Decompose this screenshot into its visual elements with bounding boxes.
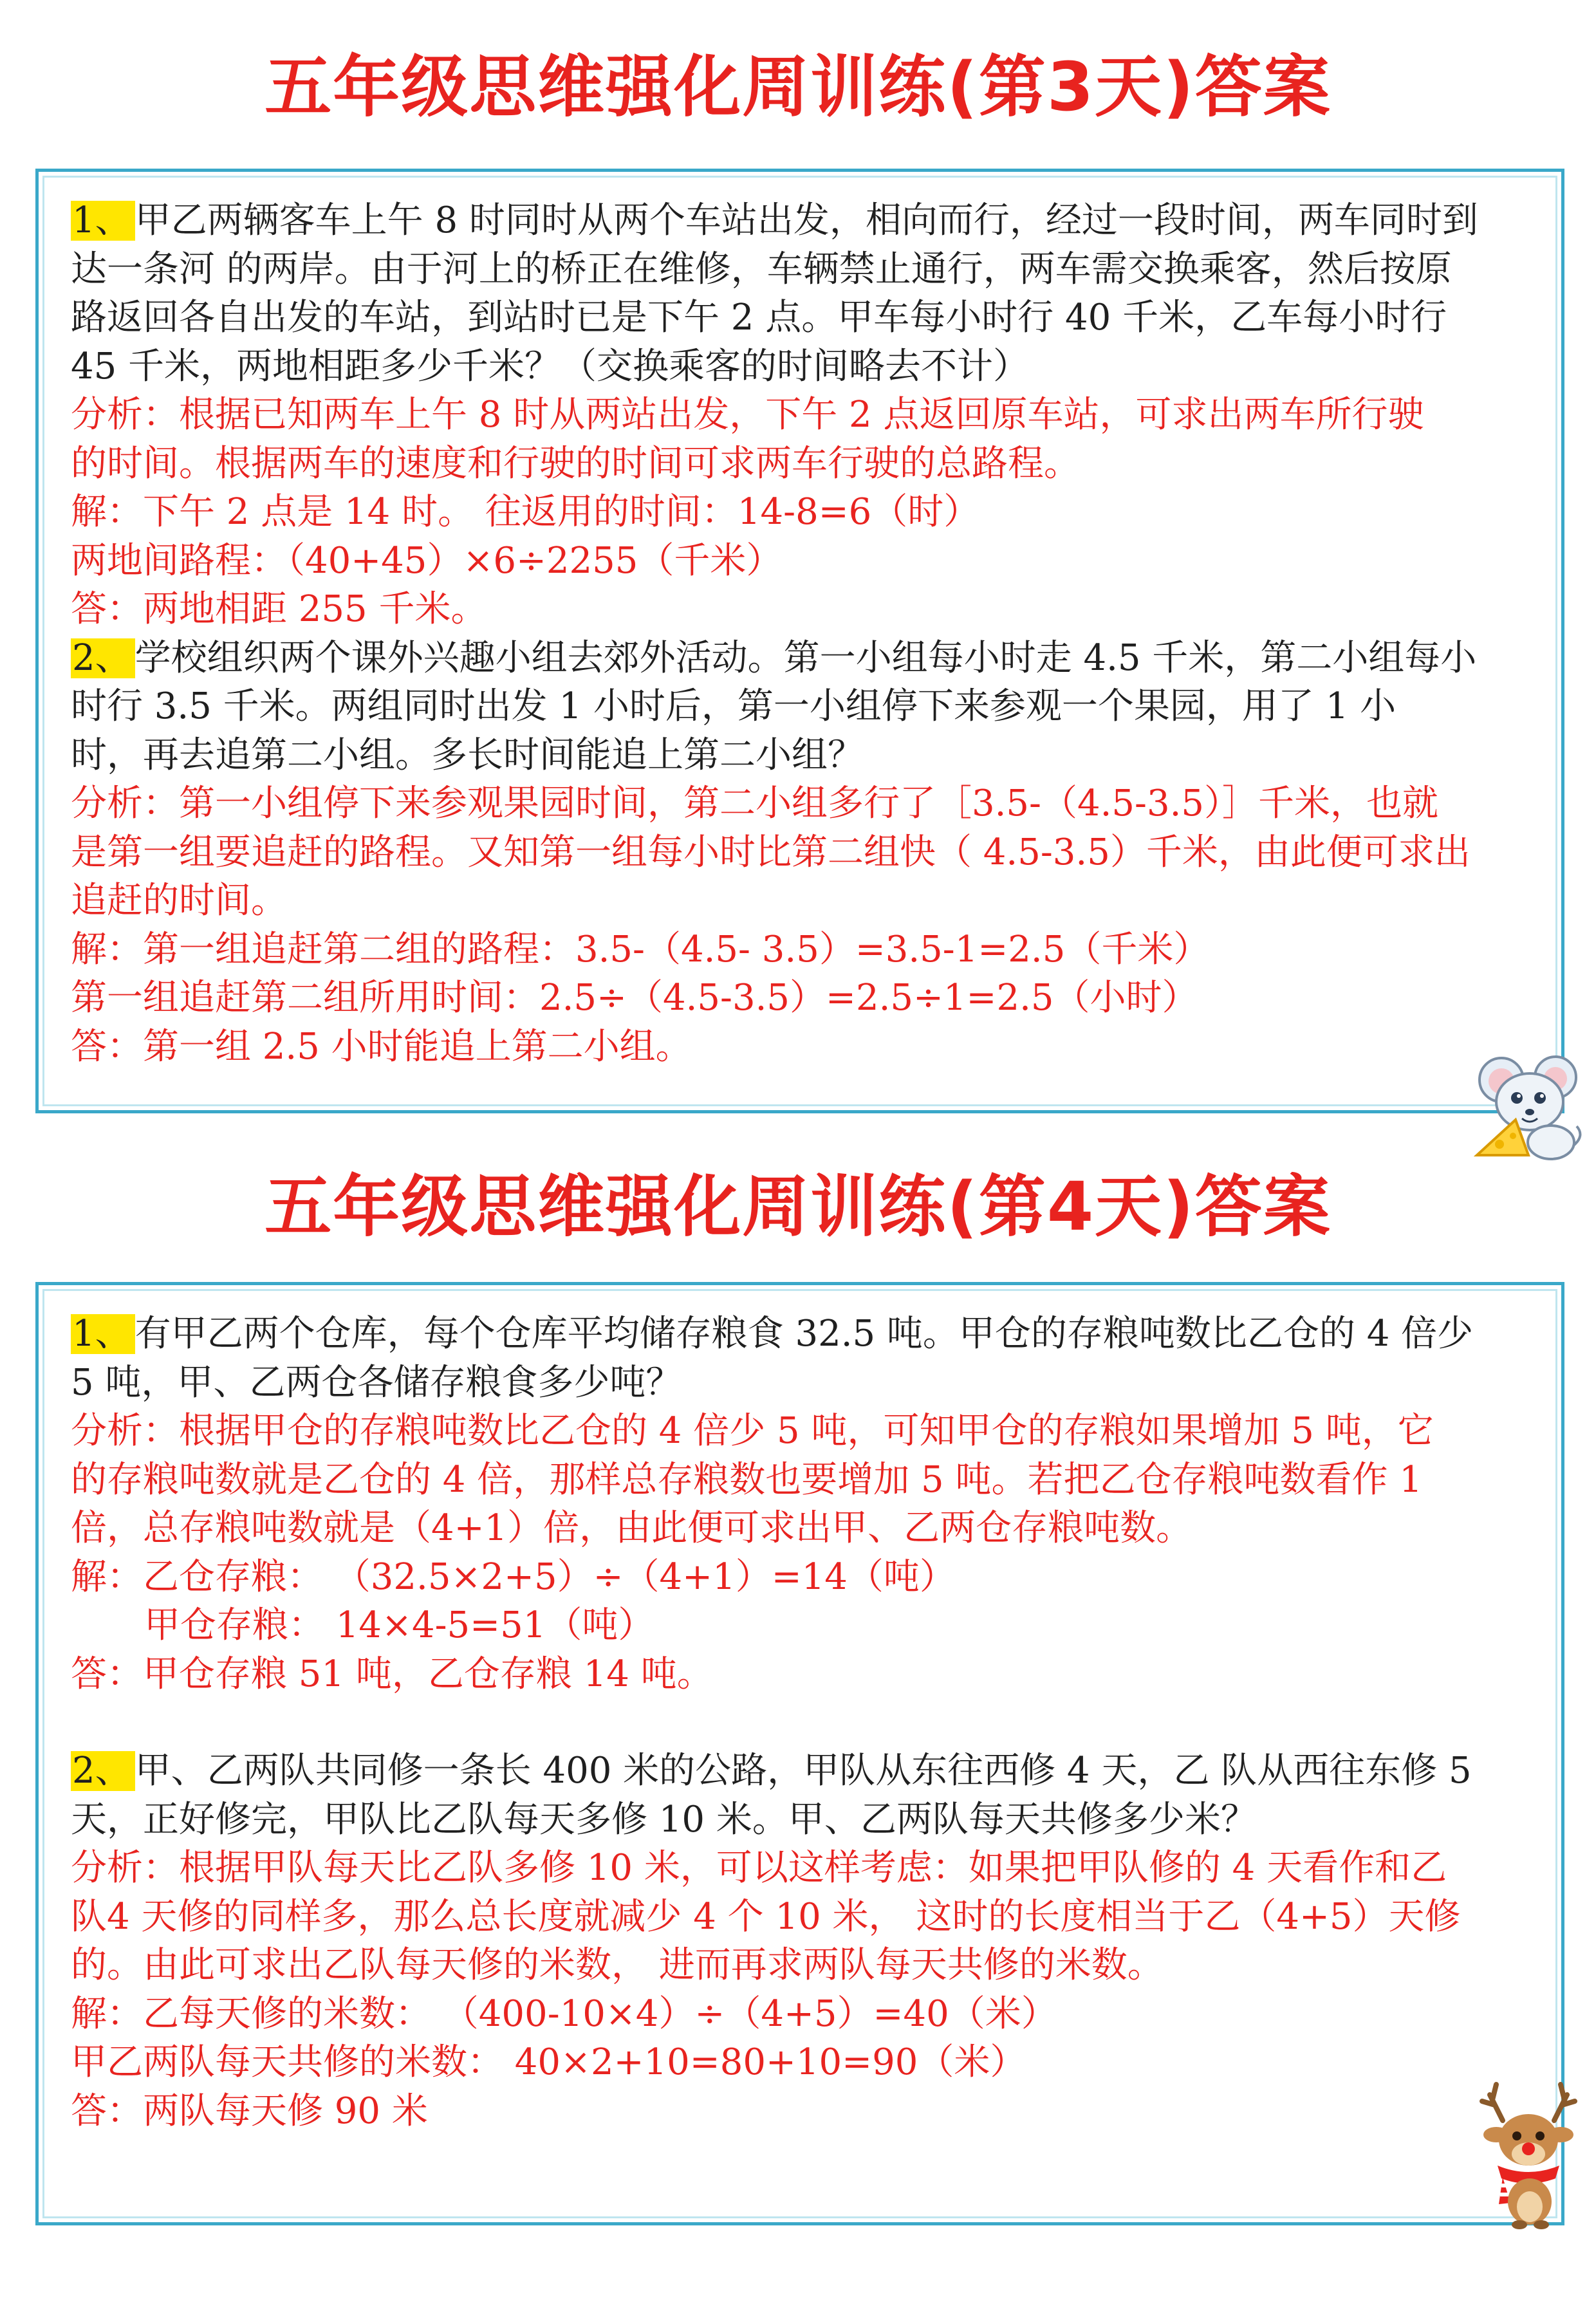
question-line bbox=[71, 1310, 1529, 1359]
question-line: 5 吨，甲、乙两仓各储存粮食多少吨？ bbox=[71, 1361, 682, 1404]
answer-line: 追赶的时间。 bbox=[71, 880, 287, 922]
answer-line: 队4 天修的同样多，那么总长度就减少 4 个 10 米， 这时的长度相当于乙（4+5）天修 bbox=[71, 1895, 1461, 1938]
question-line bbox=[71, 1747, 1529, 1796]
question-text: 有甲乙两个仓库，每个仓库平均储存粮食 32.5 吨。甲仓的存粮吨数比乙仓的 4 倍少 bbox=[135, 1313, 1474, 1355]
answer-line: 分析：根据甲仓的存粮吨数比乙仓的 4 倍少 5 吨，可知甲仓的存粮如果增加 5 吨，它 bbox=[71, 1410, 1434, 1452]
answer-line: 答：第一组 2.5 小时能追上第二小组。 bbox=[71, 1025, 692, 1068]
question-number: 2、 bbox=[71, 638, 135, 678]
question-text: 学校组织两个课外兴趣小组去郊外活动。第一小组每小时走 4.5 千米，第二小组每小 bbox=[135, 636, 1477, 679]
question-line: 天，正好修完，甲队比乙队每天多修 10 米。甲、乙两队每天共修多少米？ bbox=[71, 1798, 1257, 1841]
answer-line: 分析：根据已知两车上午 8 时从两站出发，下午 2 点返回原车站，可求出两车所行驶 bbox=[71, 394, 1424, 436]
answer-line: 的时间。根据两车的速度和行驶的时间可求两车行驶的总路程。 bbox=[71, 442, 1080, 485]
answer-line: 甲仓存粮： 14×4-5=51（吨） bbox=[144, 1604, 654, 1646]
answer-line: 是第一组要追赶的路程。又知第一组每小时比第二组快（ 4.5-3.5）千米，由此便可求出 bbox=[71, 831, 1471, 873]
answer-box-day4 bbox=[35, 1282, 1564, 2225]
question-line: 路返回各自出发的车站，到站时已是下午 2 点。甲车每小时行 40 千米，乙车每小时行 bbox=[71, 297, 1447, 339]
answer-line: 两地间路程：（40+45）×6÷2255（千米） bbox=[71, 539, 783, 582]
answer-line: 答：两队每天修 90 米 bbox=[71, 2090, 428, 2132]
answer-line: 解：乙仓存粮： （32.5×2+5）÷（4+1）=14（吨） bbox=[71, 1555, 956, 1598]
answer-line: 的。由此可求出乙队每天修的米数， 进而再求两队每天共修的米数。 bbox=[71, 1944, 1164, 1986]
answer-line: 解：第一组追赶第二组的路程：3.5-（4.5- 3.5）=3.5-1=2.5（千米） bbox=[71, 928, 1210, 970]
answer-line: 解：下午 2 点是 14 时。 往返用的时间：14-8=6（时） bbox=[71, 491, 980, 533]
answer-line: 分析：第一小组停下来参观果园时间，第二小组多行了［3.5-（4.5-3.5）］千米，也就 bbox=[71, 783, 1439, 824]
question-line: 时，再去追第二小组。多长时间能追上第二小组？ bbox=[71, 734, 864, 776]
answer-line: 答：甲仓存粮 51 吨，乙仓存粮 14 吨。 bbox=[71, 1653, 713, 1695]
mouse-cheese-illustration bbox=[1471, 1049, 1586, 1162]
answer-line: 的存粮吨数就是乙仓的 4 倍，那样总存粮数也要增加 5 吨。若把乙仓存粮吨数看作 1 bbox=[71, 1458, 1422, 1501]
question-number: 2、 bbox=[71, 1751, 135, 1791]
answer-line: 分析：根据甲队每天比乙队多修 10 米，可以这样考虑：如果把甲队修的 4 天看作和乙 bbox=[71, 1847, 1447, 1889]
reindeer-illustration bbox=[1471, 2075, 1586, 2230]
answer-line: 第一组追赶第二组所用时间：2.5÷（4.5-3.5）=2.5÷1=2.5（小时） bbox=[71, 977, 1198, 1019]
title-day4: 五年级思维强化周训练(第4天)答案 bbox=[264, 1167, 1332, 1246]
spacer bbox=[71, 1698, 1529, 1747]
answer-box-day3 bbox=[35, 169, 1564, 1113]
question-line: 达一条河 的两岸。由于河上的桥正在维修，车辆禁止通行，两车需交换乘客，然后按原 bbox=[71, 248, 1452, 290]
question-line bbox=[71, 196, 1529, 245]
question-line: 时行 3.5 千米。两组同时出发 1 小时后，第一小组停下来参观一个果园，用了 1 小 bbox=[71, 685, 1396, 727]
answer-line: 甲乙两队每天共修的米数： 40×2+10=80+10=90（米） bbox=[71, 2041, 1026, 2083]
answer-line: 答：两地相距 255 千米。 bbox=[71, 588, 487, 630]
question-line: 45 千米，两地相距多少千米？（交换乘客的时间略去不计） bbox=[71, 345, 1030, 387]
answer-line: 倍，总存粮吨数就是（4+1）倍，由此便可求出甲、乙两仓存粮吨数。 bbox=[71, 1507, 1192, 1549]
question-text: 甲、乙两队共同修一条长 400 米的公路，甲队从东往西修 4 天，乙 队从西往东修 5 bbox=[135, 1750, 1472, 1792]
answer-line: 解：乙每天修的米数： （400-10×4）÷（4+5）=40（米） bbox=[71, 1992, 1057, 2035]
question-text: 甲乙两辆客车上午 8 时同时从两个车站出发，相向而行，经过一段时间，两车同时到 bbox=[135, 200, 1478, 241]
question-number: 1、 bbox=[71, 1314, 135, 1354]
question-number: 1、 bbox=[71, 201, 135, 241]
title-day3: 五年级思维强化周训练(第3天)答案 bbox=[264, 48, 1332, 126]
question-line bbox=[71, 634, 1529, 683]
